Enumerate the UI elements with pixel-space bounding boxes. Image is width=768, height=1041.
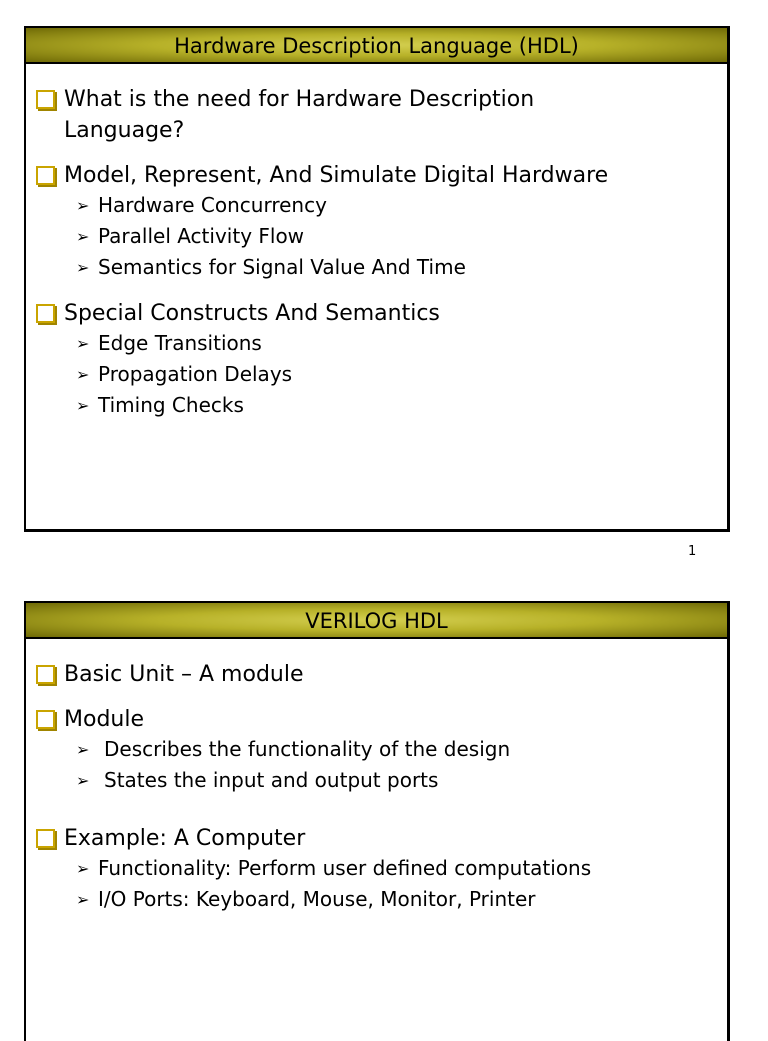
bullet-item (36, 659, 727, 690)
sub-bullet-item (36, 358, 727, 391)
arrow-bullet-icon: ➢ (76, 890, 90, 909)
bullet-group (36, 298, 727, 422)
sub-bullet-text: Describes the functionality of the design (104, 737, 511, 761)
square-bullet-icon (36, 304, 55, 323)
sub-bullet-text: Parallel Activity Flow (98, 224, 305, 248)
sub-bullet-text: Semantics for Signal Value And Time (98, 255, 466, 279)
slide-1 (24, 26, 730, 532)
bullet-text: Module (64, 707, 144, 732)
bullet-group (36, 823, 727, 916)
arrow-bullet-icon: ➢ (76, 227, 90, 246)
arrow-bullet-icon: ➢ (76, 396, 90, 415)
bullet-text: Example: A Computer (64, 826, 306, 851)
sub-bullet-item (36, 189, 727, 222)
sub-bullet-item (36, 764, 727, 797)
slide-title: Hardware Description Language (HDL) (26, 28, 727, 64)
sub-bullet-text: Timing Checks (98, 393, 244, 417)
slide-title: VERILOG HDL (26, 603, 727, 639)
square-bullet-icon (36, 665, 55, 684)
arrow-bullet-icon: ➢ (76, 196, 90, 215)
arrow-bullet-icon: ➢ (76, 334, 90, 353)
slide-content (26, 639, 727, 916)
sub-bullet-text: Hardware Concurrency (98, 193, 327, 217)
bullet-text: Basic Unit – A module (64, 662, 304, 687)
sub-bullet-item (36, 733, 727, 766)
bullet-item (36, 823, 727, 854)
square-bullet-icon (36, 710, 55, 729)
bullet-group (36, 84, 727, 146)
bullet-text: Model, Represent, And Simulate Digital Hardware (64, 163, 609, 188)
sub-bullet-item (36, 852, 727, 885)
bullet-text-continued: Language? (64, 118, 185, 143)
arrow-bullet-icon: ➢ (76, 740, 90, 759)
bullet-item (36, 704, 727, 735)
square-bullet-icon (36, 166, 55, 185)
sub-bullet-item (36, 389, 727, 422)
slide-content (26, 64, 727, 422)
bullet-group (36, 659, 727, 690)
bullet-group (36, 704, 727, 797)
page-number: 1 (688, 544, 697, 559)
bullet-item (36, 84, 727, 146)
arrow-bullet-icon: ➢ (76, 771, 90, 790)
sub-bullet-text: Functionality: Perform user defined computations (98, 856, 592, 880)
bullet-group (36, 160, 727, 284)
arrow-bullet-icon: ➢ (76, 365, 90, 384)
arrow-bullet-icon: ➢ (76, 859, 90, 878)
bullet-item (36, 160, 727, 191)
bullet-text: What is the need for Hardware Description (64, 87, 535, 112)
sub-bullet-text: I/O Ports: Keyboard, Mouse, Monitor, Printer (98, 887, 536, 911)
sub-bullet-item (36, 883, 727, 916)
sub-bullet-item (36, 327, 727, 360)
arrow-bullet-icon: ➢ (76, 258, 90, 277)
square-bullet-icon (36, 829, 55, 848)
sub-bullet-text: Edge Transitions (98, 331, 262, 355)
sub-bullet-text: Propagation Delays (98, 362, 293, 386)
bullet-item (36, 298, 727, 329)
sub-bullet-item (36, 251, 727, 284)
sub-bullet-item (36, 220, 727, 253)
sub-bullet-text: States the input and output ports (104, 768, 439, 792)
bullet-text: Special Constructs And Semantics (64, 301, 440, 326)
slide-2 (24, 601, 730, 1041)
square-bullet-icon (36, 90, 55, 109)
